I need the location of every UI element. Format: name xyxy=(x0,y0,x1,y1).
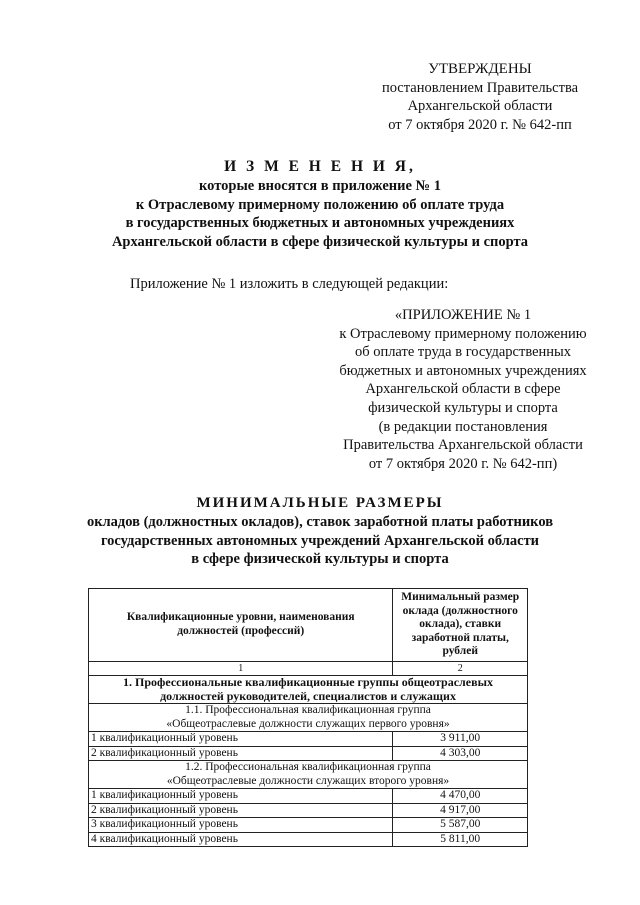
table-row xyxy=(89,732,528,747)
group-title: 1. Профессиональные квалификационные группы общеотраслевых должностей руководителей, специалистов и служащих xyxy=(89,676,528,704)
approval-line: от 7 октября 2020 г. № 642-пп xyxy=(388,116,572,133)
table-row xyxy=(89,803,528,818)
qualification-level: 1 квалификационный уровень xyxy=(89,732,393,747)
min-sizes-line: в сфере физической культуры и спорта xyxy=(191,551,449,568)
subgroup-line: «Общеотраслевые должности служащих первого уровня» xyxy=(166,717,450,730)
salary-value: 4 470,00 xyxy=(393,789,528,804)
min-sizes-line: государственных автономных учреждений Архангельской области xyxy=(100,532,540,549)
qualification-level: 2 квалификационный уровень xyxy=(89,803,393,818)
subgroup-line: 1.2. Профессиональная квалификационная группа xyxy=(185,761,431,773)
appendix-line: от 7 октября 2020 г. № 642-пп) xyxy=(368,455,558,472)
min-sizes-heading-block xyxy=(60,494,580,569)
approval-line: постановлением Правительства xyxy=(381,79,579,96)
appendix-line: к Отраслевому примерному положению xyxy=(339,325,587,342)
group-row xyxy=(89,676,528,704)
subgroup-line: 1.1. Профессиональная квалификационная группа xyxy=(185,704,431,716)
min-sizes-title: МИНИМАЛЬНЫЕ РАЗМЕРЫ xyxy=(196,495,444,511)
appendix-line: Правительства Архангельской области xyxy=(343,437,583,454)
appendix-line: об оплате труда в государственных xyxy=(354,344,572,361)
table-row xyxy=(89,746,528,761)
salary-value: 3 911,00 xyxy=(393,732,528,747)
appendix-line: бюджетных и автономных учреждениях xyxy=(339,362,587,379)
intro-text: Приложение № 1 изложить в следующей редакции: xyxy=(130,276,449,292)
salary-value: 4 917,00 xyxy=(393,803,528,818)
approval-heading: УТВЕРЖДЕНЫ xyxy=(428,61,532,77)
subgroup-title xyxy=(89,761,528,789)
changes-line: Архангельской области в сфере физической культуры и спорта xyxy=(111,234,529,251)
table-header-row xyxy=(89,589,528,662)
salary-value: 5 811,00 xyxy=(393,832,528,847)
table-row xyxy=(89,789,528,804)
qualification-level: 4 квалификационный уровень xyxy=(89,832,393,847)
appendix-line: (в редакции постановления xyxy=(378,418,548,435)
changes-line: к Отраслевому примерному положению об оплате труда xyxy=(135,196,505,213)
appendix-block xyxy=(318,306,608,473)
table-row xyxy=(89,818,528,833)
changes-heading-block xyxy=(80,158,560,252)
subgroup-row xyxy=(89,704,528,732)
approval-line: Архангельской области xyxy=(407,98,553,114)
appendix-line: Архангельской области в сфере xyxy=(365,381,561,398)
column-number: 2 xyxy=(393,661,528,676)
qualification-level: 3 квалификационный уровень xyxy=(89,818,393,833)
header-min-salary: Минимальный размер оклада (должностного оклада), ставки заработной платы, рублей xyxy=(393,589,528,662)
qualification-level: 1 квалификационный уровень xyxy=(89,789,393,804)
subgroup-row xyxy=(89,761,528,789)
appendix-line: физической культуры и спорта xyxy=(368,399,558,416)
header-levels: Квалификационные уровни, наименования должностей (профессий) xyxy=(89,589,393,662)
salary-table xyxy=(88,588,528,847)
column-number: 1 xyxy=(89,661,393,676)
column-number-row xyxy=(89,661,528,676)
qualification-level: 2 квалификационный уровень xyxy=(89,746,393,761)
min-sizes-line: окладов (должностных окладов), ставок заработной платы работников xyxy=(86,513,554,530)
subgroup-line: «Общеотраслевые должности служащих второго уровня» xyxy=(166,774,450,787)
changes-line: в государственных бюджетных и автономных учреждениях xyxy=(125,215,515,232)
table-row xyxy=(89,832,528,847)
salary-value: 4 303,00 xyxy=(393,746,528,761)
changes-title: И З М Е Н Е Н И Я, xyxy=(224,158,416,175)
approval-block xyxy=(360,60,600,134)
appendix-line: «ПРИЛОЖЕНИЕ № 1 xyxy=(394,307,532,323)
changes-line: которые вносятся в приложение № 1 xyxy=(199,177,441,194)
subgroup-title xyxy=(89,704,528,732)
salary-value: 5 587,00 xyxy=(393,818,528,833)
